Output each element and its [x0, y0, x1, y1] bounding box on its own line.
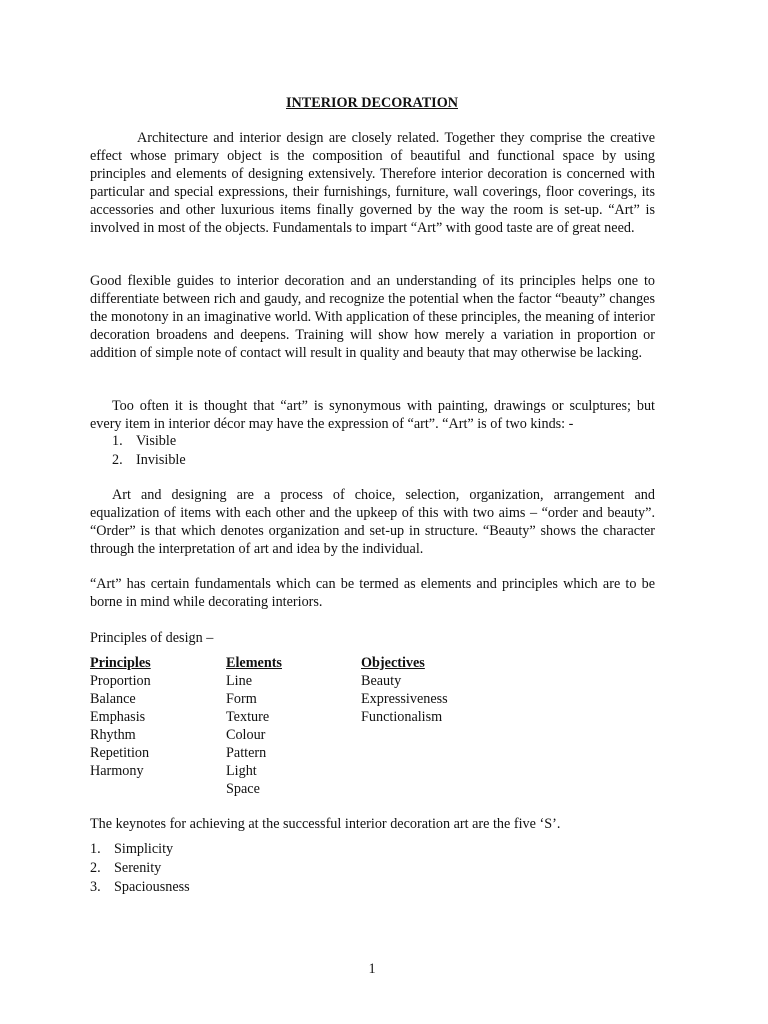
table-cell	[361, 744, 511, 762]
table-cell: Line	[226, 673, 252, 689]
principles-table	[90, 654, 511, 798]
paragraph-architecture: Architecture and interior design are closely related. Together they comprise the creative effect whose primary object is the composition of beautiful and functional space by using principles and elements of designing extensively. Therefore interior decoration is concerned with particular and special expressions, their furnishings, furniture, wall coverings, floor coverings, its accessories and other luxurious items finally governed by the way the room is set-up. “Art” is involved in most of the objects. Fundamentals to impart “Art” with good taste are of great need.	[90, 130, 655, 236]
list-item: 1. Simplicity	[90, 841, 174, 857]
table-cell: Light	[226, 763, 257, 779]
paragraph-art-designing: Art and designing are a process of choice, selection, organization, arrangement and equalization of items with each other and the upkeep of this with two aims – “order and beauty”. “Order” is that which denotes organization and set-up in structure. “Beauty” shows the character through the interpretation of art and idea by the individual.	[90, 487, 655, 557]
art-kinds-list	[112, 432, 186, 470]
table-cell	[361, 762, 511, 780]
table-cell: Colour	[226, 727, 266, 743]
table-cell: Expressiveness	[361, 691, 448, 707]
table-cell: Beauty	[361, 673, 402, 689]
principles-heading: Principles of design –	[90, 630, 214, 646]
table-cell: Functionalism	[361, 709, 443, 725]
table-cell	[361, 726, 511, 744]
list-item: 3. Spaciousness	[90, 879, 190, 895]
table-cell: Texture	[226, 709, 270, 725]
paragraph-keynotes: The keynotes for achieving at the successful interior decoration art are the five ‘S’.	[90, 816, 561, 832]
table-cell: Balance	[90, 691, 136, 707]
table-header: Objectives	[361, 655, 425, 671]
page-number: 1	[368, 961, 376, 977]
list-item: 1. Visible	[112, 433, 177, 449]
table-cell: Form	[226, 691, 257, 707]
table-header: Elements	[226, 655, 282, 671]
table-cell: Proportion	[90, 673, 151, 689]
paragraph-fundamentals: “Art” has certain fundamentals which can be termed as elements and principles which are to be borne in mind while decorating interiors.	[90, 576, 655, 610]
table-cell	[361, 780, 511, 798]
table-cell: Rhythm	[90, 727, 136, 743]
table-cell: Harmony	[90, 763, 144, 779]
page-title: INTERIOR DECORATION	[286, 95, 458, 111]
table-cell: Pattern	[226, 745, 267, 761]
table-cell: Emphasis	[90, 709, 146, 725]
five-s-list	[90, 840, 190, 897]
table-cell: Space	[226, 781, 260, 797]
table-cell	[90, 780, 226, 798]
list-item: 2. Serenity	[90, 860, 162, 876]
paragraph-art-synonymous: Too often it is thought that “art” is synonymous with painting, drawings or sculptures; but every item in interior décor may have the expression of “art”. “Art” is of two kinds: -	[90, 398, 655, 432]
paragraph-guides: Good flexible guides to interior decoration and an understanding of its principles helps one to differentiate between rich and gaudy, and recognize the potential when the factor “beauty” changes the monotony in an imaginative world. With application of these principles, the meaning of interior decoration broadens and deepens. Training will show how merely a variation in proportion or addition of simple note of contact will result in quality and beauty that may otherwise be lacking.	[90, 273, 655, 361]
table-cell: Repetition	[90, 745, 150, 761]
list-item: 2. Invisible	[112, 452, 186, 468]
table-header: Principles	[90, 655, 151, 671]
